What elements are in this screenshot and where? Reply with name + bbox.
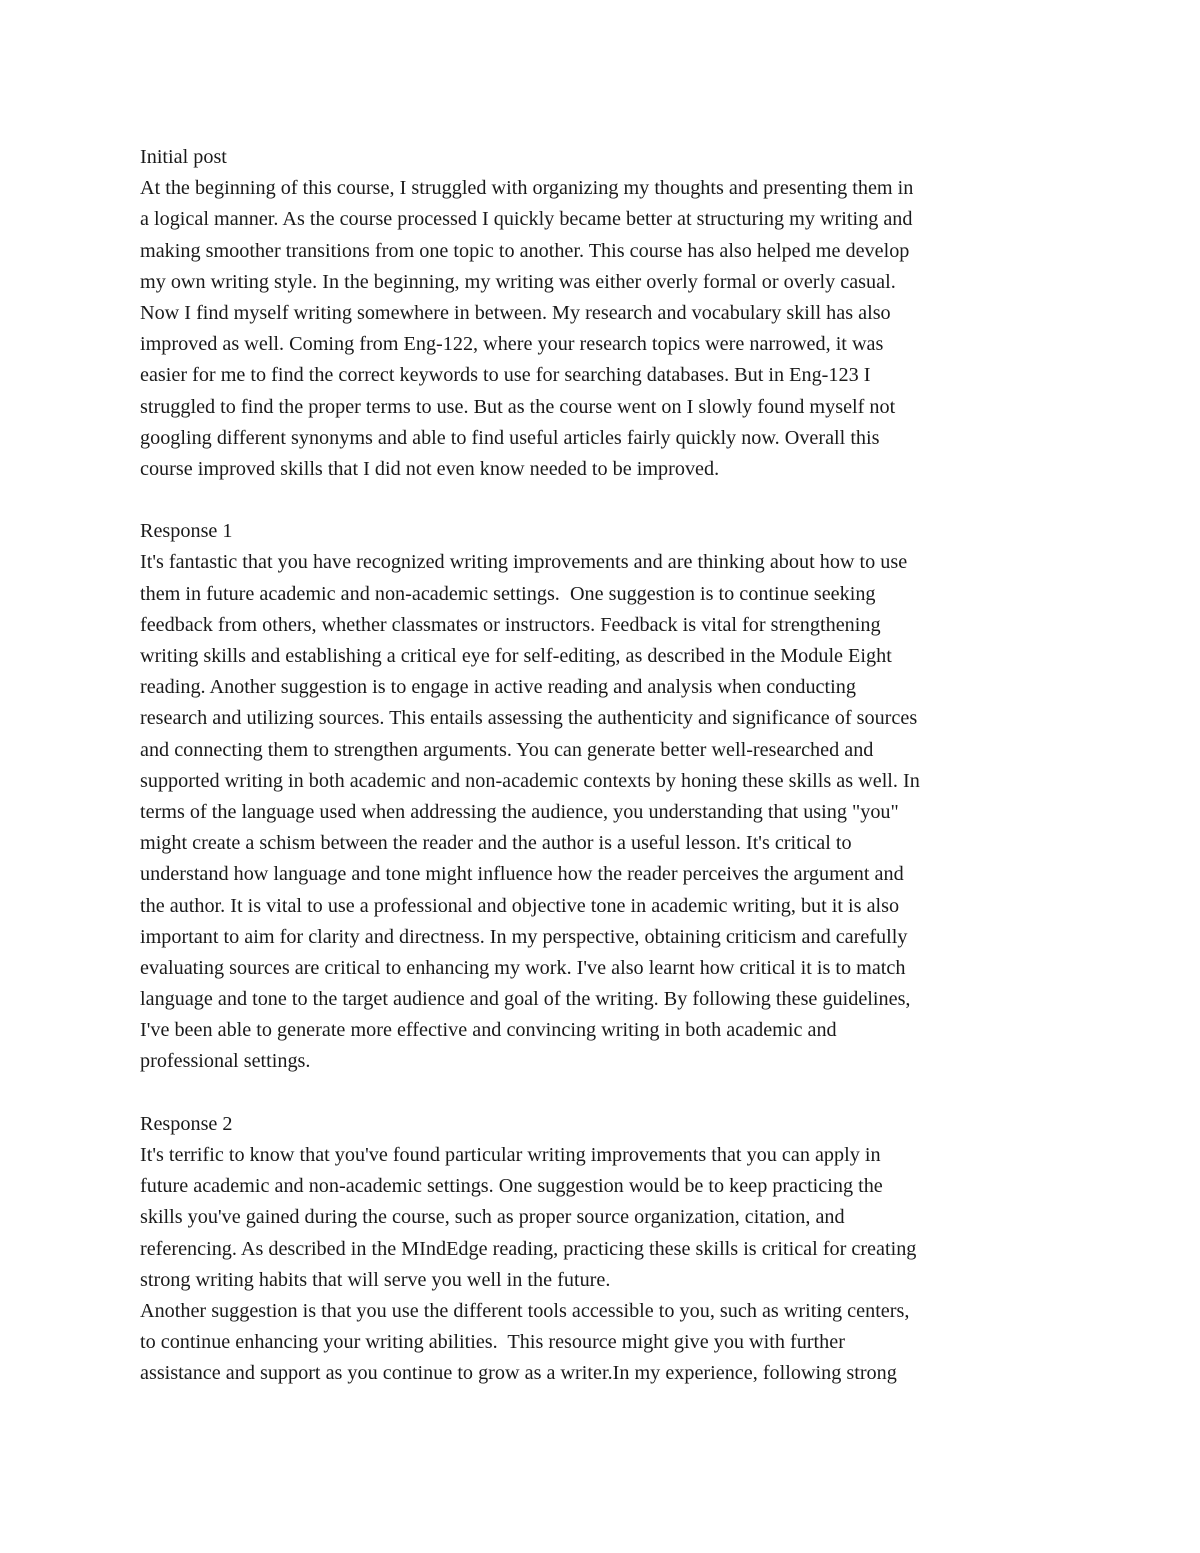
section-heading-initial-post: Initial post — [140, 146, 227, 168]
paragraph-line: course improved skills that I did not even know needed to be improved. — [140, 457, 720, 480]
paragraph-line: improved as well. Coming from Eng-122, where your research topics were narrowed, it was — [140, 333, 884, 356]
paragraph-line: supported writing in both academic and non-academic contexts by honing these skills as well. In — [140, 769, 920, 792]
paragraph-line: terms of the language used when addressing the audience, you understanding that using "you" — [140, 800, 899, 823]
paragraph-line: might create a schism between the reader and the author is a useful lesson. It's critical to — [140, 832, 852, 855]
paragraph-line: reading. Another suggestion is to engage in active reading and analysis when conducting — [140, 676, 856, 699]
paragraph-line: to continue enhancing your writing abilities. This resource might give you with further — [140, 1331, 845, 1354]
paragraph-spacer — [140, 1078, 1060, 1109]
paragraph-line: understand how language and tone might influence how the reader perceives the argument and — [140, 863, 904, 886]
paragraph-line: my own writing style. In the beginning, my writing was either overly formal or overly casual. — [140, 270, 896, 293]
paragraph-line: future academic and non-academic settings. One suggestion would be to keep practicing the — [140, 1175, 883, 1198]
paragraph-line: evaluating sources are critical to enhancing my work. I've also learnt how critical it is to match — [140, 956, 906, 979]
paragraph-line: them in future academic and non-academic settings. One suggestion is to continue seeking — [140, 582, 876, 605]
paragraph-line: strong writing habits that will serve you well in the future. — [140, 1268, 611, 1291]
paragraph-line: Now I find myself writing somewhere in between. My research and vocabulary skill has also — [140, 301, 891, 324]
paragraph-line: easier for me to find the correct keywords to use for searching databases. But in Eng-123 I — [140, 364, 871, 387]
section-heading-response-2: Response 2 — [140, 1112, 233, 1135]
section-heading-response-1: Response 1 — [140, 520, 233, 543]
paragraph-line: At the beginning of this course, I struggled with organizing my thoughts and presenting them in — [140, 177, 914, 200]
paragraph-line: and connecting them to strengthen arguments. You can generate better well-researched and — [140, 738, 874, 761]
paragraph-line: It's terrific to know that you've found particular writing improvements that you can apply in — [140, 1144, 881, 1166]
paragraph-line: feedback from others, whether classmates or instructors. Feedback is vital for strengthening — [140, 613, 881, 636]
paragraph-line: research and utilizing sources. This entails assessing the authenticity and significance of sources — [140, 707, 918, 730]
paragraph-line: writing skills and establishing a critical eye for self-editing, as described in the Module Eight — [140, 645, 892, 667]
paragraph-line: struggled to find the proper terms to use. But as the course went on I slowly found myself not — [140, 395, 896, 418]
paragraph-line: It's fantastic that you have recognized writing improvements and are thinking about how to use — [140, 551, 908, 574]
paragraph-line: the author. It is vital to use a professional and objective tone in academic writing, but it is also — [140, 894, 900, 917]
paragraph-line: I've been able to generate more effective and convincing writing in both academic and — [140, 1019, 837, 1042]
paragraph-line: a logical manner. As the course processed I quickly became better at structuring my writing and — [140, 208, 913, 231]
paragraph-line: professional settings. — [140, 1050, 311, 1073]
paragraph-line: assistance and support as you continue to grow as a writer.In my experience, following strong — [140, 1362, 897, 1385]
document-body — [140, 142, 1060, 1390]
paragraph-line: language and tone to the target audience and goal of the writing. By following these guidelines, — [140, 988, 911, 1011]
paragraph-line: skills you've gained during the course, such as proper source organization, citation, and — [140, 1206, 845, 1229]
paragraph-line: making smoother transitions from one topic to another. This course has also helped me develop — [140, 239, 910, 262]
paragraph-line: Another suggestion is that you use the different tools accessible to you, such as writing centers, — [140, 1299, 910, 1322]
paragraph-line: googling different synonyms and able to find useful articles fairly quickly now. Overall this — [140, 426, 880, 449]
paragraph-spacer — [140, 485, 1060, 516]
paragraph-line: referencing. As described in the MIndEdge reading, practicing these skills is critical for creating — [140, 1237, 917, 1260]
paragraph-line: important to aim for clarity and directness. In my perspective, obtaining criticism and carefully — [140, 925, 908, 948]
